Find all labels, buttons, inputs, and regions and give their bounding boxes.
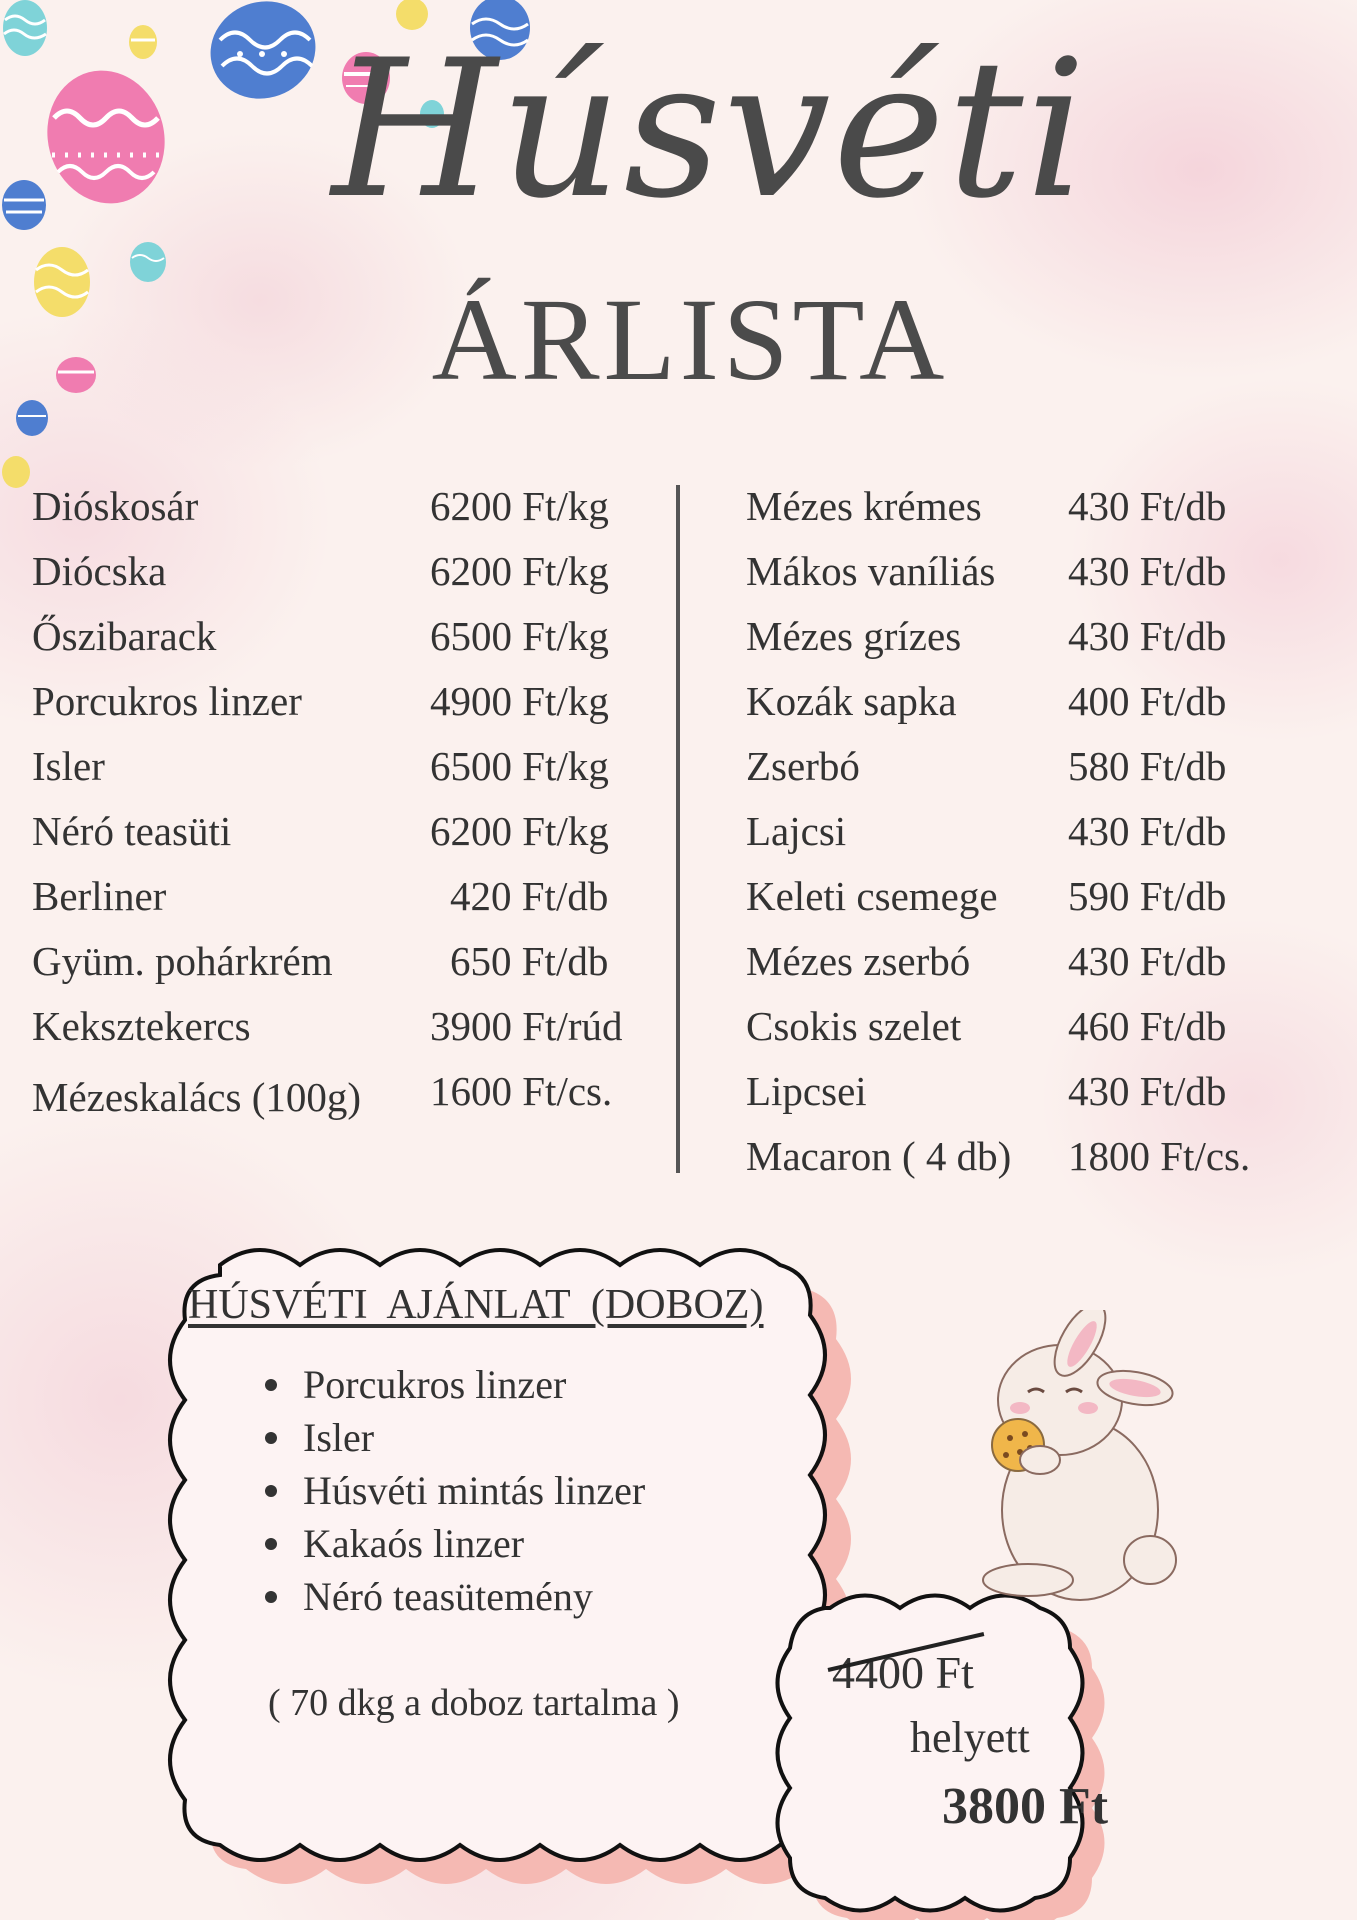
bullet-icon — [265, 1538, 277, 1550]
product-price: 6500 Ft/kg — [430, 613, 609, 659]
product-price: 6500 Ft/kg — [430, 743, 609, 789]
product-price: 4900 Ft/kg — [430, 678, 609, 724]
product-price: 6200 Ft/kg — [430, 808, 609, 854]
product-price: 650 Ft/db — [450, 938, 609, 984]
instead-label: helyett — [910, 1713, 1030, 1762]
new-price: 3800 Ft — [942, 1778, 1109, 1835]
product-name: Diócska — [32, 548, 167, 594]
old-price: 4400 Ft — [832, 1647, 974, 1698]
product-name: Dióskosár — [32, 483, 199, 529]
product-name: Isler — [32, 743, 105, 789]
bullet-icon — [265, 1591, 277, 1603]
bullet-icon — [265, 1485, 277, 1497]
product-price: 580 Ft/db — [1068, 743, 1227, 789]
bullet-icon — [265, 1379, 277, 1391]
page-title: ÁRLISTA — [431, 274, 949, 405]
product-price: 1600 Ft/cs. — [430, 1068, 613, 1114]
product-price: 430 Ft/db — [1068, 548, 1227, 594]
script-title: Húsvéti — [331, 19, 1089, 240]
product-name: Macaron ( 4 db) — [746, 1133, 1012, 1179]
list-item: Porcukros linzer — [265, 1358, 645, 1411]
product-name: Berliner — [32, 873, 167, 919]
product-name: Keksztekercs — [32, 1003, 251, 1049]
product-price: 460 Ft/db — [1068, 1003, 1227, 1049]
bullet-icon — [265, 1432, 277, 1444]
list-item: Kakaós linzer — [265, 1517, 645, 1570]
product-price: 1800 Ft/cs. — [1068, 1133, 1251, 1179]
offer-item-list — [265, 1358, 645, 1623]
product-name: Lajcsi — [746, 808, 847, 854]
list-item: Húsvéti mintás linzer — [265, 1464, 645, 1517]
product-name: Zserbó — [746, 743, 860, 789]
product-name: Lipcsei — [746, 1068, 867, 1114]
product-price: 430 Ft/db — [1068, 938, 1227, 984]
product-name: Porcukros linzer — [32, 678, 302, 724]
product-name: Mézeskalács (100g) — [32, 1074, 362, 1120]
bunny-illustration — [970, 1310, 1200, 1610]
product-name: Keleti csemege — [746, 873, 998, 919]
product-name: Mákos vaníliás — [746, 548, 996, 594]
product-name: Gyüm. pohárkrém — [32, 938, 333, 984]
product-price: 3900 Ft/rúd — [430, 1003, 623, 1049]
product-price: 400 Ft/db — [1068, 678, 1227, 724]
product-price: 430 Ft/db — [1068, 613, 1227, 659]
list-item: Isler — [265, 1411, 645, 1464]
product-price: 590 Ft/db — [1068, 873, 1227, 919]
offer-note: ( 70 dkg a doboz tartalma ) — [268, 1682, 680, 1724]
product-price: 430 Ft/db — [1068, 1068, 1227, 1114]
list-item: Néró teasütemény — [265, 1570, 645, 1623]
offer-title: HÚSVÉTI AJÁNLAT (DOBOZ) — [188, 1282, 764, 1328]
product-name: Néró teasüti — [32, 808, 232, 854]
product-name: Őszibarack — [32, 613, 217, 659]
product-name: Mézes zserbó — [746, 938, 971, 984]
product-price: 6200 Ft/kg — [430, 548, 609, 594]
product-name: Kozák sapka — [746, 678, 957, 724]
product-price: 420 Ft/db — [450, 873, 609, 919]
product-name: Mézes grízes — [746, 613, 962, 659]
product-name: Mézes krémes — [746, 483, 982, 529]
product-price: 430 Ft/db — [1068, 483, 1227, 529]
product-name: Csokis szelet — [746, 1003, 962, 1049]
product-price: 430 Ft/db — [1068, 808, 1227, 854]
product-price: 6200 Ft/kg — [430, 483, 609, 529]
